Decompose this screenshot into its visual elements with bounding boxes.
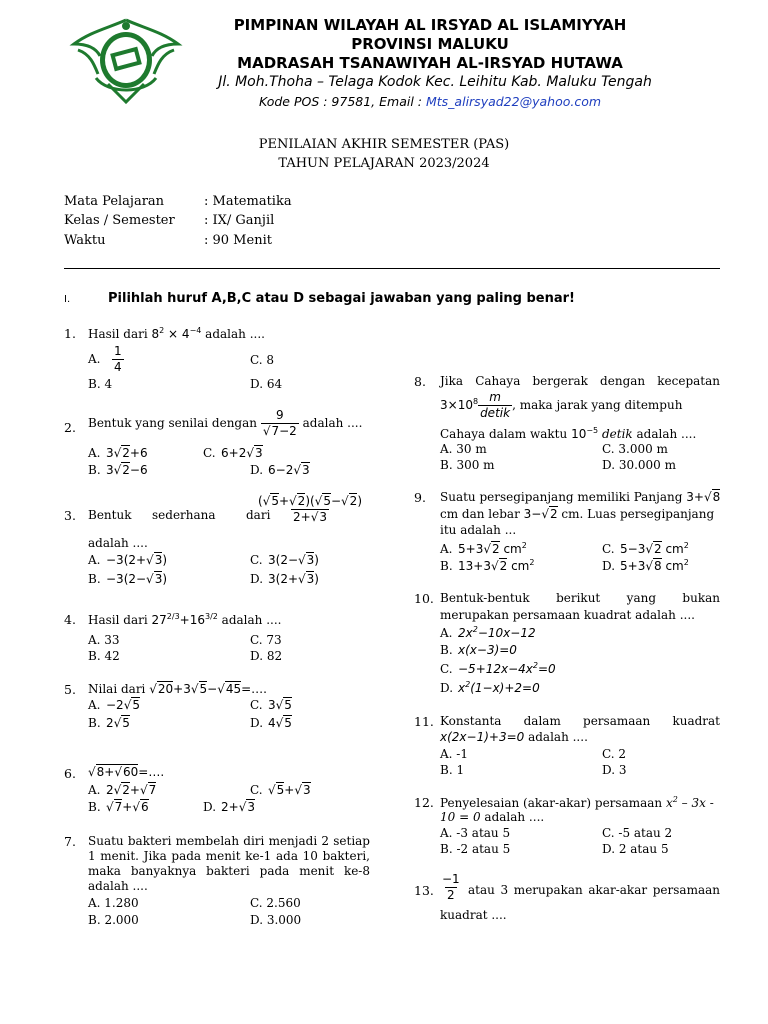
info-time (64, 233, 272, 248)
denominator: 4 (114, 360, 122, 374)
numerator: m (489, 390, 501, 404)
option-d[interactable]: D. 2 atau 5 (602, 842, 669, 856)
math-expression: 3(2−√3) (268, 553, 319, 567)
option-letter: C. (250, 553, 263, 567)
math-expression: 6+2√3 (221, 446, 263, 460)
question-1-stem (88, 326, 265, 341)
option-c[interactable]: C. -5 atau 2 (602, 826, 673, 840)
stem-text: 10 = 0 (440, 810, 481, 824)
question-8-time (440, 426, 696, 441)
option-letter: A. (88, 553, 101, 567)
math-expression: 3√2+6 (106, 446, 148, 460)
option-d[interactable] (250, 463, 310, 477)
question-number: 13. (414, 883, 434, 898)
question-number: 2. (64, 420, 76, 435)
stem-text: Nilai dari (88, 682, 150, 696)
stem-text: Hasil dari (88, 327, 152, 341)
option-d[interactable]: D. 3.000 (250, 913, 302, 927)
question-number: 4. (64, 612, 76, 627)
option-letter: A. (88, 783, 101, 797)
math-expression: √7+√6 (106, 800, 149, 814)
section-number: I. (64, 294, 71, 305)
option-b[interactable] (88, 463, 148, 477)
fraction (256, 494, 364, 525)
question-9-stem-2 (440, 507, 714, 521)
stem-text: detik (601, 427, 633, 441)
option-letter: C. (203, 446, 216, 460)
math-expression: 3√2−6 (106, 463, 148, 477)
option-letter: D. (250, 463, 264, 477)
question-number: 5. (64, 682, 76, 697)
option-letter: A. (88, 352, 101, 366)
stem-text: adalah .... (632, 427, 697, 441)
option-letter: D. (250, 716, 264, 730)
math-expression: 2√2+√7 (106, 783, 157, 797)
math-expression: √8+√60=…. (88, 765, 165, 779)
stem-text: Bentuk-bentuk berikut yang bukan (440, 591, 720, 605)
math-expression: 6−2√3 (268, 463, 310, 477)
numerator: 9 (275, 408, 284, 422)
option-a[interactable]: A. -1 (440, 747, 468, 761)
stem-text: itu adalah ... (440, 523, 517, 537)
stem-text: adalah .... (298, 416, 363, 430)
question-8-velocity (440, 390, 682, 421)
option-c[interactable]: C. 3.000 m (602, 442, 668, 456)
fraction (440, 872, 462, 903)
option-a[interactable]: A. -3 atau 5 (440, 826, 511, 840)
option-b[interactable] (440, 643, 517, 657)
info-value: : Matematika (204, 194, 292, 209)
option-a[interactable] (88, 344, 124, 375)
math-expression: $3\times 10^8$ (440, 397, 479, 412)
stem-text: adalah .... (201, 327, 265, 341)
question-number: 7. (64, 834, 76, 849)
option-letter: B. (88, 716, 101, 730)
option-c[interactable]: C. 2 (602, 747, 627, 761)
question-3-fraction (256, 494, 364, 525)
math-expression: 5−3√2 $cm^2$ (620, 541, 689, 556)
math-expression: x(2x−1)+3=0 (440, 730, 525, 744)
stem-text: Penyelesaian (akar-akar) persamaan (440, 796, 666, 810)
option-a[interactable] (88, 553, 167, 567)
math-expression: x(x−3)=0 (458, 643, 517, 657)
option-b[interactable]: B. 2.000 (88, 913, 139, 927)
option-letter: B. (88, 463, 101, 477)
option-b[interactable]: B. 1 (440, 763, 465, 777)
stem-text: Jika Cahaya bergerak dengan kecepatan (440, 374, 720, 388)
option-b[interactable]: B. 300 m (440, 458, 495, 472)
stem-text: adalah .... (217, 613, 282, 627)
math-expression: 2+√3 (221, 800, 255, 814)
option-letter: D. (602, 559, 616, 573)
math-expression: −3(2+√3) (106, 553, 168, 567)
option-letter: B. (88, 572, 101, 586)
math-expression: $-5+12x-4x^2=0$ (458, 661, 556, 676)
instruction-text: Pilihlah huruf A,B,C atau D sebagai jawaban yang paling benar! (108, 291, 575, 306)
question-11-stem (440, 730, 588, 744)
info-value: : IX/ Ganjil (204, 213, 275, 228)
math-expression: $8^2 \times 4^{-4}$ (151, 326, 202, 341)
header-school: MADRASAH TSANAWIYAH AL-IRSYAD HUTAWA (237, 54, 623, 72)
option-d[interactable] (250, 716, 292, 730)
option-d[interactable] (250, 572, 319, 586)
math-expression: $x^2(1-x)+2=0$ (458, 680, 540, 695)
denominator: 2+√3 (293, 510, 327, 524)
stem-text: adalah .... (480, 810, 545, 824)
stem-text: Cahaya dalam waktu (440, 427, 572, 441)
denominator: 2 (447, 888, 455, 902)
stem-text: Bentuk yang senilai dengan (88, 416, 261, 430)
option-letter: A. (88, 446, 101, 460)
question-2-stem (88, 408, 362, 439)
math-expression: −2√5 (106, 698, 140, 712)
math-expression: 5+3√8 $cm^2$ (620, 558, 689, 573)
option-b[interactable] (440, 558, 534, 573)
option-letter: B. (440, 559, 453, 573)
question-6-stem (88, 765, 164, 779)
info-label: Mata Pelajaran (64, 194, 165, 209)
option-d[interactable]: D. 82 (250, 649, 283, 663)
fraction (261, 408, 299, 439)
question-number: 10. (414, 591, 434, 606)
info-class (64, 213, 274, 228)
option-a[interactable] (440, 625, 536, 640)
option-b[interactable] (88, 800, 149, 814)
math-expression: $27^{2/3}+16^{3/2}$ (151, 612, 218, 627)
question-7-stem: Suatu bakteri membelah diri menjadi 2 setiap 1 menit. Jika pada menit ke-1 ada 10 bakteri, maka banyaknya bakteri pada menit ke-8 adalah .... (88, 834, 370, 893)
question-number: 6. (64, 766, 76, 781)
option-c[interactable] (250, 783, 311, 797)
option-b[interactable] (88, 716, 130, 730)
stem-text: adalah .... (524, 730, 588, 744)
numerator: (√5+√2)(√5−√2) (258, 494, 362, 508)
header-org: PIMPINAN WILAYAH AL IRSYAD AL ISLAMIYYAH (233, 16, 627, 34)
option-c[interactable]: C. 73 (250, 633, 282, 647)
stem-text: , maka jarak yang ditempuh (512, 398, 683, 412)
denominator: √7−2 (262, 424, 297, 438)
option-b[interactable]: B. -2 atau 5 (440, 842, 511, 856)
stem-text: Konstanta dalam persamaan kuadrat (440, 714, 720, 728)
option-c[interactable]: C. 2.560 (250, 896, 301, 910)
math-expression: 13+3√2 $cm^2$ (458, 558, 535, 573)
stem-text: Bentuk (88, 508, 132, 522)
option-letter: C. (250, 783, 263, 797)
option-c[interactable] (250, 553, 319, 567)
question-5-stem (88, 682, 267, 696)
math-expression: 3+√8 (686, 490, 721, 504)
option-letter: C. (440, 662, 453, 676)
option-letter: A. (440, 542, 453, 556)
question-number: 1. (64, 326, 76, 341)
email-link[interactable]: Mts_alirsyad22@yahoo.com (425, 94, 602, 109)
math-expression: $10^{-5}$ (571, 426, 599, 441)
option-d[interactable]: D. 64 (250, 377, 283, 391)
header-province: PROVINSI MALUKU (351, 35, 509, 53)
math-expression: $x^2 - 3x$ - (665, 795, 714, 810)
math-expression: $2x^2-10x-12$ (458, 625, 536, 640)
stem-text: sederhana (152, 508, 216, 522)
math-expression: 3(2+√3) (268, 572, 319, 586)
option-a[interactable]: A. 30 m (440, 442, 487, 456)
option-a[interactable]: A. 1.280 (88, 896, 139, 910)
option-c[interactable]: C. 8 (250, 353, 275, 367)
math-expression: 3√5 (268, 698, 292, 712)
option-b[interactable]: B. 42 (88, 649, 120, 663)
option-letter: C. (250, 698, 263, 712)
option-b[interactable] (88, 572, 167, 586)
math-expression: 2√5 (106, 716, 130, 730)
option-letter: D. (440, 681, 454, 695)
math-expression: √20+3√5−√45=…. (149, 682, 267, 696)
stem-text: cm dan lebar (440, 507, 524, 521)
stem-text: Suatu persegipanjang memiliki Panjang (440, 490, 687, 504)
option-letter: D. (203, 800, 217, 814)
option-letter: B. (440, 643, 453, 657)
denominator: detik (480, 406, 511, 420)
option-letter: B. (88, 800, 101, 814)
stem-text: cm. Luas persegipanjang (557, 507, 715, 521)
question-9-stem (440, 490, 720, 504)
math-expression: 4√5 (268, 716, 292, 730)
option-c[interactable] (440, 661, 556, 676)
question-12-stem-2 (440, 810, 544, 824)
divider (64, 268, 720, 269)
question-12-stem (440, 795, 714, 810)
header-address: Jl. Moh.Thoha – Telaga Kodok Kec. Leihitu Kab. Maluku Tengah (218, 74, 652, 90)
numerator: 1 (114, 344, 122, 358)
question-number: 9. (414, 490, 426, 505)
option-a[interactable] (88, 446, 148, 460)
header-postal (170, 94, 690, 109)
option-letter: A. (440, 626, 453, 640)
info-label: Waktu (64, 233, 106, 248)
option-d[interactable]: D. 30.000 m (602, 458, 677, 472)
option-c[interactable] (250, 698, 292, 712)
stem-text: dari (246, 508, 271, 522)
option-d[interactable] (602, 558, 689, 573)
question-number: 11. (414, 714, 434, 729)
option-d[interactable] (440, 680, 540, 695)
option-letter: A. (88, 698, 101, 712)
option-d[interactable]: D. 3 (602, 763, 627, 777)
question-number: 12. (414, 795, 434, 810)
info-label: Kelas / Semester (64, 213, 175, 228)
math-expression: −3(2−√3) (106, 572, 168, 586)
option-d[interactable] (203, 800, 255, 814)
question-number: 8. (414, 374, 426, 389)
fraction (478, 390, 512, 421)
option-c[interactable] (203, 446, 263, 460)
exam-year: TAHUN PELAJARAN 2023/2024 (278, 156, 490, 171)
info-value: : 90 Menit (204, 233, 272, 248)
fraction (112, 344, 124, 375)
option-a[interactable] (88, 783, 156, 797)
exam-title: PENILAIAN AKHIR SEMESTER (PAS) (258, 137, 510, 152)
stem-text: adalah .... (88, 536, 148, 550)
stem-text: atau 3 merupakan akar-akar persamaan (468, 883, 720, 897)
question-number: 3. (64, 508, 76, 523)
postal-text: Kode POS : 97581, Email : (258, 94, 426, 109)
numerator: −1 (442, 872, 460, 886)
stem-text: Hasil dari (88, 613, 152, 627)
school-logo (68, 14, 184, 106)
math-expression: 3−√2 (523, 507, 558, 521)
math-expression: 5+3√2 $cm^2$ (458, 541, 527, 556)
option-letter: D. (250, 572, 264, 586)
info-subject (64, 194, 292, 209)
question-13-fraction (440, 872, 462, 903)
math-expression: √5+√3 (268, 783, 311, 797)
question-4-stem (88, 612, 281, 627)
option-a[interactable]: A. 33 (88, 633, 120, 647)
stem-text: kuadrat .... (440, 908, 507, 922)
section-instruction (64, 291, 575, 306)
stem-text: merupakan persamaan kuadrat adalah .... (440, 608, 695, 622)
option-letter: C. (602, 542, 615, 556)
option-a[interactable] (88, 698, 140, 712)
option-a[interactable] (440, 541, 527, 556)
option-c[interactable] (602, 541, 689, 556)
option-b[interactable]: B. 4 (88, 377, 113, 391)
